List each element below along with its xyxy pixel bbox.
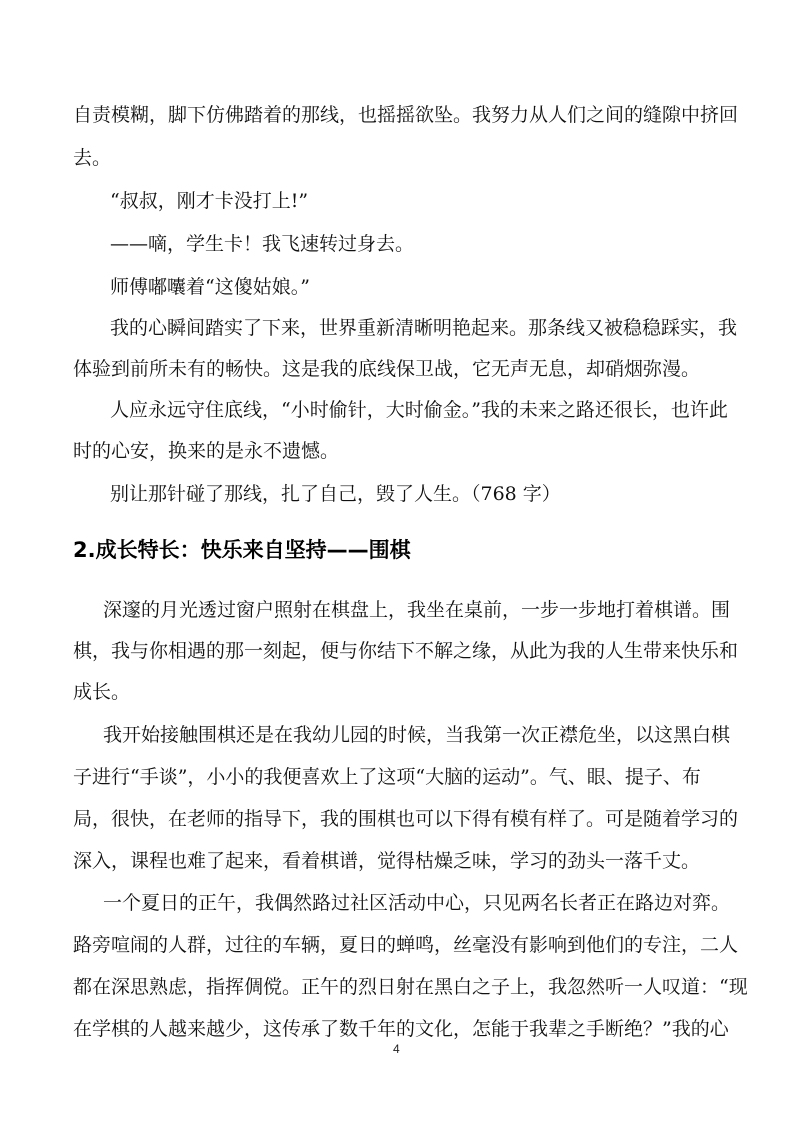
text-line: 一个夏日的正午，我偶然路过社区活动中心，只见两名长者正在路边对弈。 — [103, 892, 731, 914]
text-line: 自责模糊，脚下仿佛踏着的那线，也摇摇欲坠。我努力从人们之间的缝隙中挤回 — [73, 104, 739, 126]
text-line: 深邃的月光透过窗户照射在棋盘上，我坐在桌前，一步一步地打着棋谱。围 — [103, 599, 731, 621]
text-line: “叔叔，刚才卡没打上!” — [110, 190, 309, 212]
text-line: 局，很快，在老师的指导下，我的围棋也可以下得有模有样了。可是随着学习的 — [73, 808, 739, 830]
text-line: 都在深思熟虑，指挥倜傥。正午的烈日射在黑白之子上，我忽然听一人叹道：“现 — [73, 976, 748, 998]
text-line: 棋，我与你相遇的那一刻起，便与你结下不解之缘，从此为我的人生带来快乐和 — [73, 640, 739, 662]
text-line: 深入，课程也难了起来，看着棋谱，觉得枯燥乏味，学习的劲头一落千丈。 — [73, 850, 701, 872]
text-line: 我开始接触围棋还是在我幼儿园的时候，当我第一次正襟危坐，以这黑白棋 — [103, 724, 731, 746]
text-line: 别让那针碰了那线，扎了自己，毁了人生。（768 字） — [110, 483, 561, 505]
text-line: 去。 — [73, 147, 112, 169]
section-heading: 2.成长特长：快乐来自坚持——围棋 — [73, 538, 411, 562]
text-line: 体验到前所未有的畅快。这是我的底线保卫战，它无声无息，却硝烟弥漫。 — [73, 358, 701, 380]
text-line: 人应永远守住底线，“小时偷针，大时偷金。”我的未来之路还很长，也许此 — [110, 399, 728, 421]
text-line: 成长。 — [73, 681, 131, 703]
text-line: ——嘀，学生卡！我飞速转过身去。 — [110, 233, 415, 255]
text-line: 我的心瞬间踏实了下来，世界重新清晰明艳起来。那条线又被稳稳踩实，我 — [110, 317, 738, 339]
text-line: 师傅嘟囔着“这傻姑娘。” — [110, 276, 310, 298]
text-line: 在学棋的人越来越少，这传承了数千年的文化，怎能于我辈之手断绝？”我的心 — [73, 1018, 729, 1040]
page-number: 4 — [393, 1042, 400, 1056]
text-line: 时的心安，换来的是永不遗憾。 — [73, 440, 340, 462]
text-line: 子进行“手谈”，小小的我便喜欢上了这项“大脑的运动”。气、眼、提子、布 — [73, 766, 701, 788]
text-line: 路旁喧闹的人群，过往的车辆，夏日的蝉鸣，丝毫没有影响到他们的专注，二人 — [73, 934, 739, 956]
